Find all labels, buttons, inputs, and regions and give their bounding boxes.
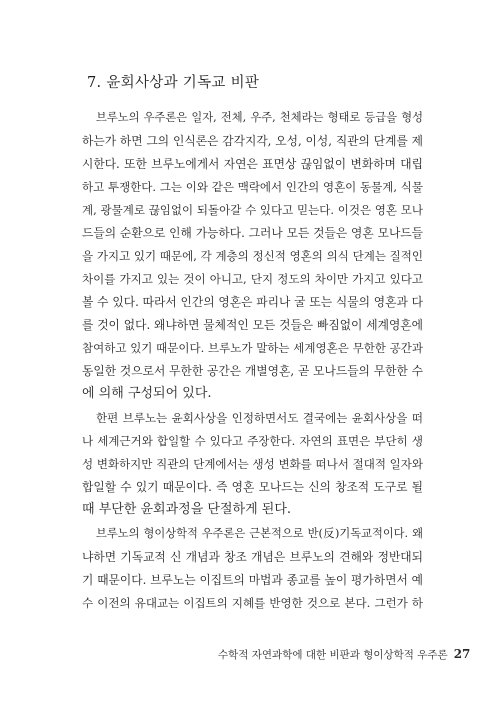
text-line: 성 변화하지만 직관의 단계에서는 생성 변화를 떠나서 절대적 일자와 — [82, 457, 423, 471]
text-line: 하고 투쟁한다. 그는 이와 같은 맥락에서 인간의 영혼이 동물계, 식물 — [82, 180, 423, 194]
text-line: 하는가 하면 그의 인식론은 감각지각, 오성, 이성, 직관의 단계를 제 — [82, 134, 423, 148]
text-line: 에 의해 구성되어 있다. — [82, 386, 212, 401]
text-line: 때 부단한 윤회과정을 단절하게 된다. — [82, 502, 292, 517]
running-head: 수학적 자연과학에 대한 비판과 형이상학적 우주론 — [218, 649, 448, 661]
text-line: 시한다. 또한 브루노에게서 자연은 표면상 끊임없이 변화하며 대립 — [82, 157, 423, 171]
text-line: 차이를 가지고 있는 것이 아니고, 단지 정도의 차이만 가지고 있다고 — [82, 272, 423, 286]
text-line: 를 것이 없다. 왜냐하면 물체적인 모든 것들은 빠짐없이 세계영혼에 — [82, 318, 423, 332]
text-line: 냐하면 기독교적 신 개념과 창조 개념은 브루노의 견해와 정반대되 — [82, 550, 423, 564]
text-line: 을 가지고 있기 때문에, 각 계층의 정신적 영혼의 의식 단계는 질적인 — [82, 249, 423, 263]
text-line: 계, 광물계로 끊임없이 되돌아갈 수 있다고 믿는다. 이것은 영혼 모나 — [82, 203, 423, 217]
text-line: 브루노의 형이상학적 우주론은 근본적으로 반(反)기독교적이다. 왜 — [96, 527, 423, 540]
text-line: 한편 브루노는 윤회사상을 인정하면서도 결국에는 윤회사상을 떠 — [96, 411, 423, 425]
text-line: 나 세계근거와 합일할 수 있다고 주장한다. 자연의 표면은 부단히 생 — [82, 434, 423, 448]
text-line: 브루노의 우주론은 일자, 전체, 우주, 천체라는 형태로 등급을 형성 — [96, 111, 423, 124]
text-line: 볼 수 있다. 따라서 인간의 영혼은 파리나 굴 또는 식물의 영혼과 다 — [82, 295, 423, 309]
text-line: 수 이전의 유대교는 이집트의 지혜를 반영한 것으로 본다. 그런가 하 — [82, 596, 423, 610]
text-line: 기 때문이다. 브루노는 이집트의 마법과 종교를 높이 평가하면서 예 — [82, 573, 423, 587]
text-line: 동일한 것으로서 무한한 공간은 개별영혼, 곧 모나드들의 무한한 수 — [82, 364, 423, 378]
text-line: 드들의 순환으로 인해 가능하다. 그러나 모든 것들은 영혼 모나드들 — [82, 226, 423, 240]
text-line: 합일할 수 있기 때문이다. 즉 영혼 모나드는 신의 창조적 도구로 될 — [82, 480, 423, 494]
page-footer — [218, 647, 470, 662]
page-number: 27 — [453, 647, 471, 661]
section-title: 7. 윤회사상과 기독교 비판 — [87, 75, 260, 91]
text-line: 참여하고 있기 때문이다. 브루노가 말하는 세계영혼은 무한한 공간과 — [82, 341, 423, 355]
